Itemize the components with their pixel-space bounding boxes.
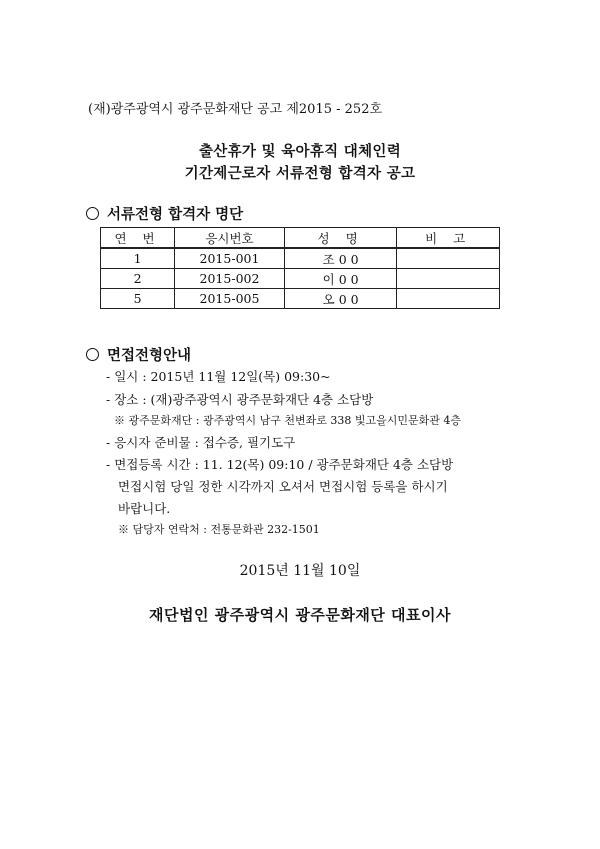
registration-instruction: 면접시험 당일 정한 시각까지 오셔서 면접시험 등록을 하시기 xyxy=(118,479,448,494)
cell-exam-id: 2015-001 xyxy=(175,248,285,269)
registration-instruction-end: 바랍니다. xyxy=(118,501,171,516)
cell-name: 오 0 0 xyxy=(284,289,396,309)
section-heading-interview xyxy=(86,344,191,365)
place-address-note: ※ 광주문화재단 : 광주광역시 남구 천변좌로 338 빛고을시민문화관 4층 xyxy=(114,414,461,427)
cell-name: 이 0 0 xyxy=(284,269,396,289)
cell-exam-id: 2015-005 xyxy=(175,289,285,309)
interview-datetime: - 일시 : 2015년 11월 12일(목) 09:30~ xyxy=(106,369,331,384)
column-header-name: 성 명 xyxy=(284,228,396,249)
table-row xyxy=(101,248,500,269)
passers-table xyxy=(100,227,500,309)
circle-bullet-icon xyxy=(86,207,99,220)
applicant-supplies: - 응시자 준비물 : 접수증, 필기도구 xyxy=(106,435,296,450)
section-heading-label: 면접전형안내 xyxy=(107,347,192,364)
cell-note xyxy=(397,248,500,269)
contact-info: ※ 담당자 연락처 : 전통문화관 232-1501 xyxy=(118,523,320,536)
circle-bullet-icon xyxy=(86,348,99,361)
cell-exam-id: 2015-002 xyxy=(175,269,285,289)
cell-no: 5 xyxy=(101,289,175,309)
cell-name: 조 0 0 xyxy=(284,248,396,269)
interview-place: - 장소 : (재)광주광역시 광주문화재단 4층 소담방 xyxy=(106,392,374,407)
registration-time: - 면접등록 시간 : 11. 12(목) 09:10 / 광주문화재단 4층 소담방 xyxy=(106,457,454,472)
table-row xyxy=(101,289,500,309)
column-header-exam-id: 응시번호 xyxy=(175,228,285,249)
cell-no: 2 xyxy=(101,269,175,289)
cell-note xyxy=(397,269,500,289)
table-header-row xyxy=(101,228,500,249)
section-heading-passers xyxy=(86,203,243,224)
announcement-date: 2015년 11월 10일 xyxy=(239,563,361,579)
document-title-line1: 출산휴가 및 육아휴직 대체인력 xyxy=(198,143,402,160)
section-heading-label: 서류전형 합격자 명단 xyxy=(107,206,244,223)
notice-number: (재)광주광역시 광주문화재단 공고 제2015 - 252호 xyxy=(88,102,383,117)
cell-no: 1 xyxy=(101,248,175,269)
table-row xyxy=(101,269,500,289)
issuer-name: 재단법인 광주광역시 광주문화재단 대표이사 xyxy=(149,606,451,624)
document-title-line2: 기간제근로자 서류전형 합격자 공고 xyxy=(184,165,416,182)
column-header-no: 연 번 xyxy=(101,228,175,249)
column-header-note: 비 고 xyxy=(397,228,500,249)
cell-note xyxy=(397,289,500,309)
